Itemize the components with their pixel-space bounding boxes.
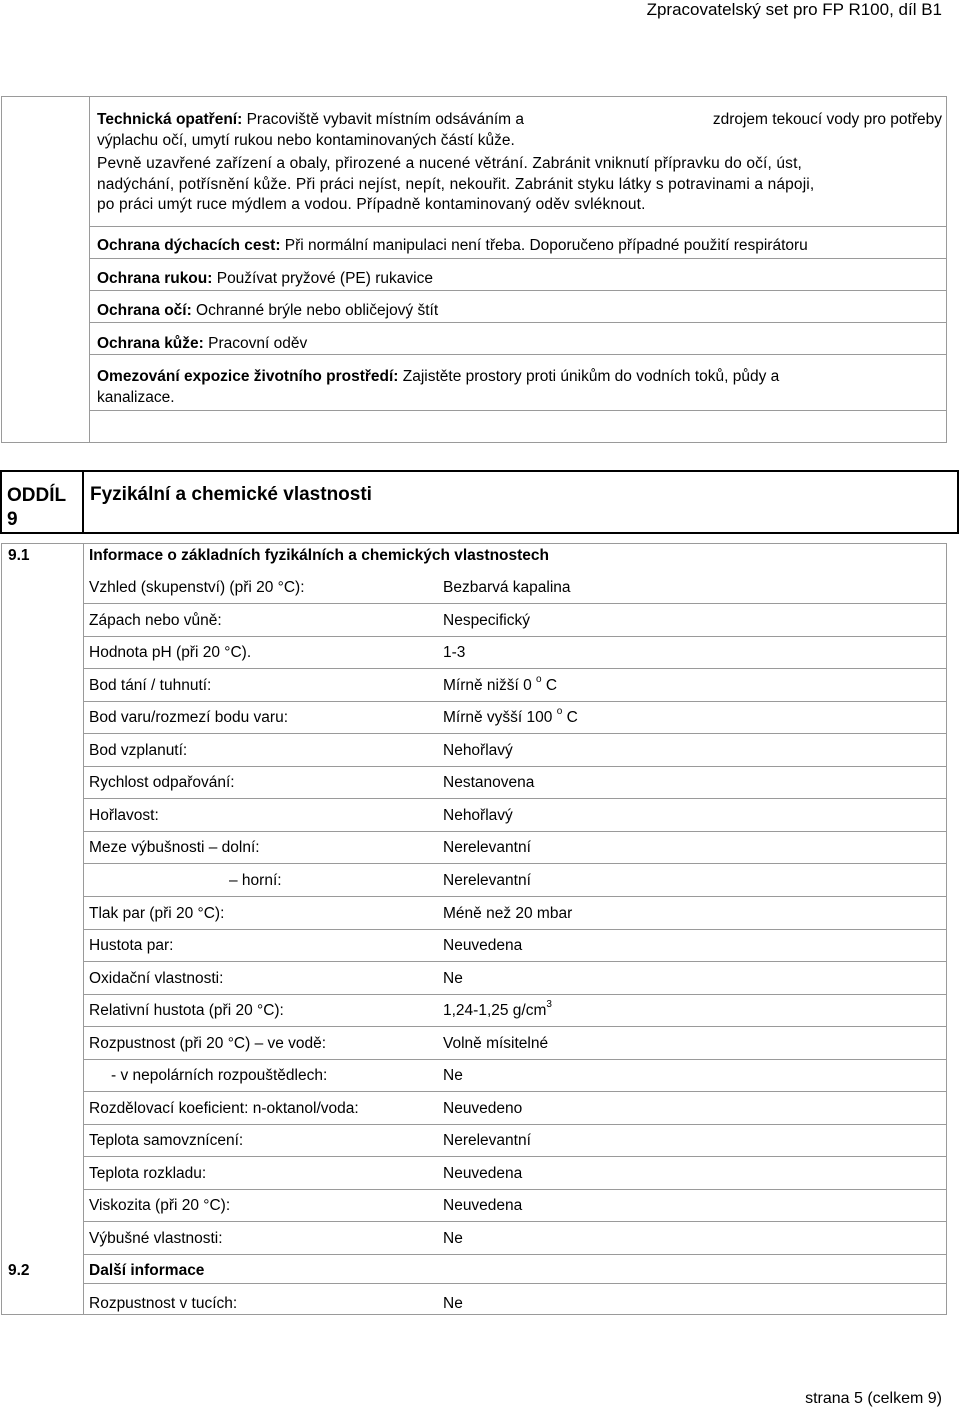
technical-measures-label: Technická opatření: bbox=[97, 111, 243, 128]
subsection-9-1-title: Informace o základních fyzikálních a chemických vlastnostech bbox=[89, 547, 550, 564]
property-value-text: Mírně vyšší 100 bbox=[443, 709, 557, 726]
section8-column-divider bbox=[89, 97, 90, 442]
property-row-divider bbox=[84, 636, 946, 637]
divider bbox=[90, 410, 946, 411]
subsection-9-2-number: 9.2 bbox=[8, 1262, 30, 1279]
property-value bbox=[443, 673, 558, 696]
property-label: Bod tání / tuhnutí: bbox=[89, 677, 212, 694]
property-value-superscript: o bbox=[556, 705, 563, 717]
section9-number-line2: 9 bbox=[7, 509, 18, 530]
property-value-unit: C bbox=[541, 677, 558, 694]
property-row-divider bbox=[84, 1026, 946, 1027]
property-row-divider bbox=[84, 1254, 946, 1255]
property-label: Bod varu/rozmezí bodu varu: bbox=[89, 709, 289, 726]
property-row-divider bbox=[84, 766, 946, 767]
skin-protection bbox=[97, 334, 307, 354]
respiratory-label: Ochrana dýchacích cest: bbox=[97, 237, 281, 254]
other-property-label: Rozpustnost v tucích: bbox=[89, 1295, 238, 1312]
environment-exposure bbox=[97, 367, 942, 408]
property-value bbox=[443, 904, 572, 924]
property-value bbox=[443, 643, 465, 663]
property-label: Oxidační vlastnosti: bbox=[89, 970, 224, 987]
property-value-text: Ne bbox=[443, 1230, 463, 1247]
property-label: Hustota par: bbox=[89, 937, 174, 954]
property-value-unit: C bbox=[562, 709, 578, 726]
property-row-divider bbox=[84, 1124, 946, 1125]
property-label: Rozdělovací koeficient: n-oktanol/voda: bbox=[89, 1100, 359, 1117]
property-label: Teplota samovznícení: bbox=[89, 1132, 244, 1149]
divider bbox=[90, 258, 946, 259]
property-label: Teplota rozkladu: bbox=[89, 1165, 207, 1182]
property-label: Viskozita (při 20 °C): bbox=[89, 1197, 231, 1214]
property-row-divider bbox=[84, 701, 946, 702]
property-value-text: Volně mísitelné bbox=[443, 1035, 549, 1052]
respiratory-text: Při normální manipulaci není třeba. Doporučeno případné použití respirátoru bbox=[280, 237, 808, 254]
property-label: - v nepolárních rozpouštědlech: bbox=[111, 1067, 328, 1084]
property-label: – horní: bbox=[229, 872, 282, 889]
workplace-line2: nadýchání, potřísnění kůže. Při práci nejíst, nepít, nekouřit. Zabránit styku látky s potravinami a nápoji, bbox=[97, 175, 815, 193]
property-label: Hořlavost: bbox=[89, 807, 159, 824]
subsection-9-1-number: 9.1 bbox=[8, 547, 30, 564]
property-value-text: Neuvedena bbox=[443, 937, 523, 954]
hands-text: Používat pryžové (PE) rukavice bbox=[212, 270, 433, 287]
property-value-text: Méně než 20 mbar bbox=[443, 905, 573, 922]
property-value bbox=[443, 773, 534, 793]
property-row-divider bbox=[84, 994, 946, 995]
property-value bbox=[443, 741, 513, 761]
property-value-text: Nerelevantní bbox=[443, 839, 531, 856]
eyes-label: Ochrana očí: bbox=[97, 302, 192, 319]
property-label: Meze výbušnosti – dolní: bbox=[89, 839, 260, 856]
property-label: Tlak par (při 20 °C): bbox=[89, 905, 225, 922]
property-label: Vzhled (skupenství) (při 20 °C): bbox=[89, 579, 305, 596]
property-row-divider bbox=[84, 961, 946, 962]
technical-measures-text-right: zdrojem tekoucí vody pro potřeby bbox=[712, 111, 942, 128]
divider bbox=[90, 290, 946, 291]
technical-measures-paragraph bbox=[97, 110, 942, 151]
property-value-superscript: o bbox=[536, 673, 542, 685]
property-value-text: Nerelevantní bbox=[443, 872, 531, 889]
section9-header-divider bbox=[82, 470, 84, 534]
property-value-text: Nestanovena bbox=[443, 774, 535, 791]
property-value-text: Ne bbox=[443, 970, 463, 987]
eye-protection bbox=[97, 301, 438, 321]
property-row-divider bbox=[84, 1059, 946, 1060]
property-value bbox=[443, 1131, 531, 1151]
property-row-divider bbox=[84, 798, 946, 799]
property-value-text: Nespecifický bbox=[443, 612, 530, 629]
property-value-superscript: 3 bbox=[546, 998, 552, 1010]
property-row-divider bbox=[84, 733, 946, 734]
eyes-text: Ochranné brýle nebo obličejový štít bbox=[191, 302, 439, 319]
divider bbox=[90, 322, 946, 323]
property-value-text: Nehořlavý bbox=[443, 807, 513, 824]
technical-measures-line2: výplachu očí, umytí rukou nebo kontaminovaných částí kůže. bbox=[97, 131, 515, 149]
workplace-line1: Pevně uzavřené zařízení a obaly, přirozené a nucené větrání. Zabránit vniknutí přípravku do očí, úst, bbox=[97, 155, 802, 172]
subsection-9-2-title: Další informace bbox=[89, 1262, 205, 1279]
property-value bbox=[443, 1066, 463, 1086]
divider bbox=[84, 1283, 946, 1284]
environment-text-line2: kanalizace. bbox=[97, 388, 175, 406]
property-label: Zápach nebo vůně: bbox=[89, 612, 222, 629]
property-value bbox=[443, 871, 531, 891]
property-label: Rozpustnost (při 20 °C) – ve vodě: bbox=[89, 1035, 327, 1052]
property-row-divider bbox=[84, 603, 946, 604]
property-row-divider bbox=[84, 668, 946, 669]
property-value-text: 1-3 bbox=[443, 644, 466, 661]
property-value-text: Ne bbox=[443, 1067, 463, 1084]
property-value bbox=[443, 998, 552, 1021]
environment-text-line1: Zajistěte prostory proti únikům do vodních toků, půdy a bbox=[398, 368, 780, 385]
property-value-text: Nehořlavý bbox=[443, 742, 513, 759]
property-value bbox=[443, 969, 463, 989]
property-value bbox=[443, 1229, 463, 1249]
property-row-divider bbox=[84, 831, 946, 832]
property-value bbox=[443, 1196, 522, 1216]
page-number: strana 5 (celkem 9) bbox=[805, 1390, 942, 1407]
property-value-text: Neuvedena bbox=[443, 1197, 523, 1214]
section9-number-line1: ODDÍL bbox=[7, 485, 67, 506]
property-row-divider bbox=[84, 1091, 946, 1092]
hand-protection bbox=[97, 269, 433, 289]
property-label: Bod vzplanutí: bbox=[89, 742, 188, 759]
technical-measures-text: Pracoviště vybavit místním odsáváním a bbox=[242, 111, 524, 128]
property-label: Výbušné vlastnosti: bbox=[89, 1230, 223, 1247]
property-value-text: Mírně nižší 0 bbox=[443, 677, 537, 694]
property-value bbox=[443, 611, 530, 631]
property-value bbox=[443, 806, 513, 826]
property-value bbox=[443, 1034, 548, 1054]
property-value bbox=[443, 705, 578, 728]
respiratory-protection bbox=[97, 236, 808, 256]
property-value bbox=[443, 936, 522, 956]
property-row-divider bbox=[84, 1221, 946, 1222]
document-header-title: Zpracovatelský set pro FP R100, díl B1 bbox=[646, 0, 942, 19]
property-label: Hodnota pH (při 20 °C). bbox=[89, 644, 252, 661]
skin-label: Ochrana kůže: bbox=[97, 335, 204, 352]
property-value bbox=[443, 838, 531, 858]
divider bbox=[90, 226, 946, 227]
property-value-text: Neuvedeno bbox=[443, 1100, 523, 1117]
section9-title: Fyzikální a chemické vlastnosti bbox=[90, 484, 372, 505]
hands-label: Ochrana rukou: bbox=[97, 270, 213, 287]
property-value bbox=[443, 1164, 522, 1184]
property-label: Relativní hustota (při 20 °C): bbox=[89, 1002, 284, 1019]
property-value-text: Bezbarvá kapalina bbox=[443, 579, 571, 596]
workplace-measures-paragraph bbox=[97, 154, 942, 216]
property-value bbox=[443, 1099, 522, 1119]
property-value-text: Nerelevantní bbox=[443, 1132, 531, 1149]
property-row-divider bbox=[84, 863, 946, 864]
property-label: Rychlost odpařování: bbox=[89, 774, 235, 791]
other-property-value: Ne bbox=[443, 1295, 463, 1312]
divider bbox=[90, 354, 946, 355]
environment-label: Omezování expozice životního prostředí: bbox=[97, 368, 399, 385]
property-row-divider bbox=[84, 1189, 946, 1190]
property-value-text: 1,24-1,25 g/cm bbox=[443, 1002, 547, 1019]
property-value-text: Neuvedena bbox=[443, 1165, 523, 1182]
property-row-divider bbox=[84, 1156, 946, 1157]
workplace-line3: po práci umýt ruce mýdlem a vodou. Případně kontaminovaný oděv svléknout. bbox=[97, 196, 646, 213]
property-row-divider bbox=[84, 896, 946, 897]
skin-text: Pracovní oděv bbox=[203, 335, 308, 352]
property-row-divider bbox=[84, 929, 946, 930]
property-value bbox=[443, 578, 571, 598]
